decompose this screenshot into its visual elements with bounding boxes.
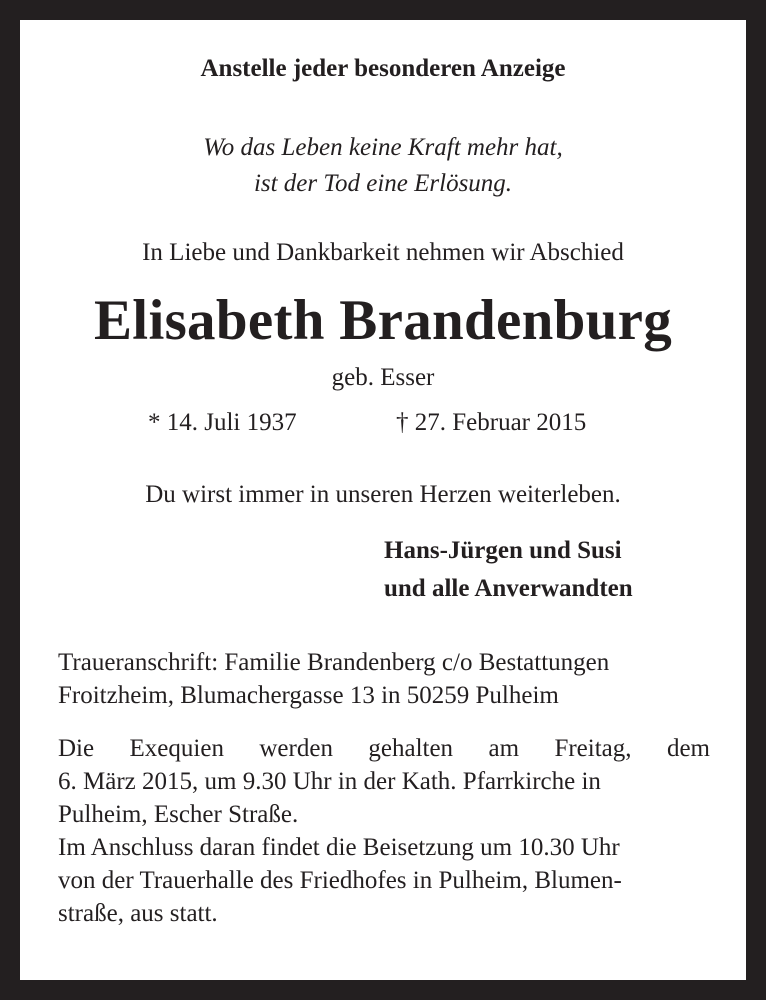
birth-date: * 14. Juli 1937 [148, 409, 297, 436]
service-word: am [488, 735, 520, 762]
service-word: Exequien [129, 735, 224, 762]
service-details [58, 732, 710, 930]
life-dates [20, 406, 746, 440]
condolence-address [58, 646, 710, 712]
mourner-line: Hans-Jürgen und Susi [384, 537, 622, 564]
service-line: von der Trauerhalle des Friedhofes in Pulheim, Blumen- [58, 867, 622, 894]
service-word: Freitag, [554, 735, 632, 762]
service-word: dem [666, 735, 710, 762]
service-word: werden [259, 735, 333, 762]
maiden-name: geb. Esser [331, 364, 435, 391]
mourners [384, 532, 633, 608]
quote-line: Wo das Leben keine Kraft mehr hat, [203, 134, 563, 161]
service-line: 6. März 2015, um 9.30 Uhr in der Kath. Pfarrkirche in [58, 768, 601, 795]
quote [20, 130, 746, 202]
service-line: straße, aus statt. [58, 900, 218, 927]
quote-line: ist der Tod eine Erlösung. [253, 170, 513, 197]
address-line: Froitzheim, Blumachergasse 13 in 50259 Pulheim [58, 682, 559, 709]
farewell-text: Du wirst immer in unseren Herzen weiterleben. [145, 481, 621, 508]
deceased-name: Elisabeth Brandenburg [93, 289, 673, 352]
service-word: Die [58, 735, 95, 762]
intro-text: In Liebe und Dankbarkeit nehmen wir Abschied [142, 239, 624, 266]
service-word: gehalten [368, 735, 454, 762]
death-date: † 27. Februar 2015 [396, 409, 587, 436]
service-line [58, 732, 710, 765]
service-line: Im Anschluss daran findet die Beisetzung um 10.30 Uhr [58, 834, 620, 861]
notice-heading: Anstelle jeder besonderen Anzeige [200, 55, 566, 82]
mourner-line: und alle Anverwandten [384, 575, 633, 602]
service-line: Pulheim, Escher Straße. [58, 801, 299, 828]
address-line: Traueranschrift: Familie Brandenberg c/o Bestattungen [58, 649, 610, 676]
